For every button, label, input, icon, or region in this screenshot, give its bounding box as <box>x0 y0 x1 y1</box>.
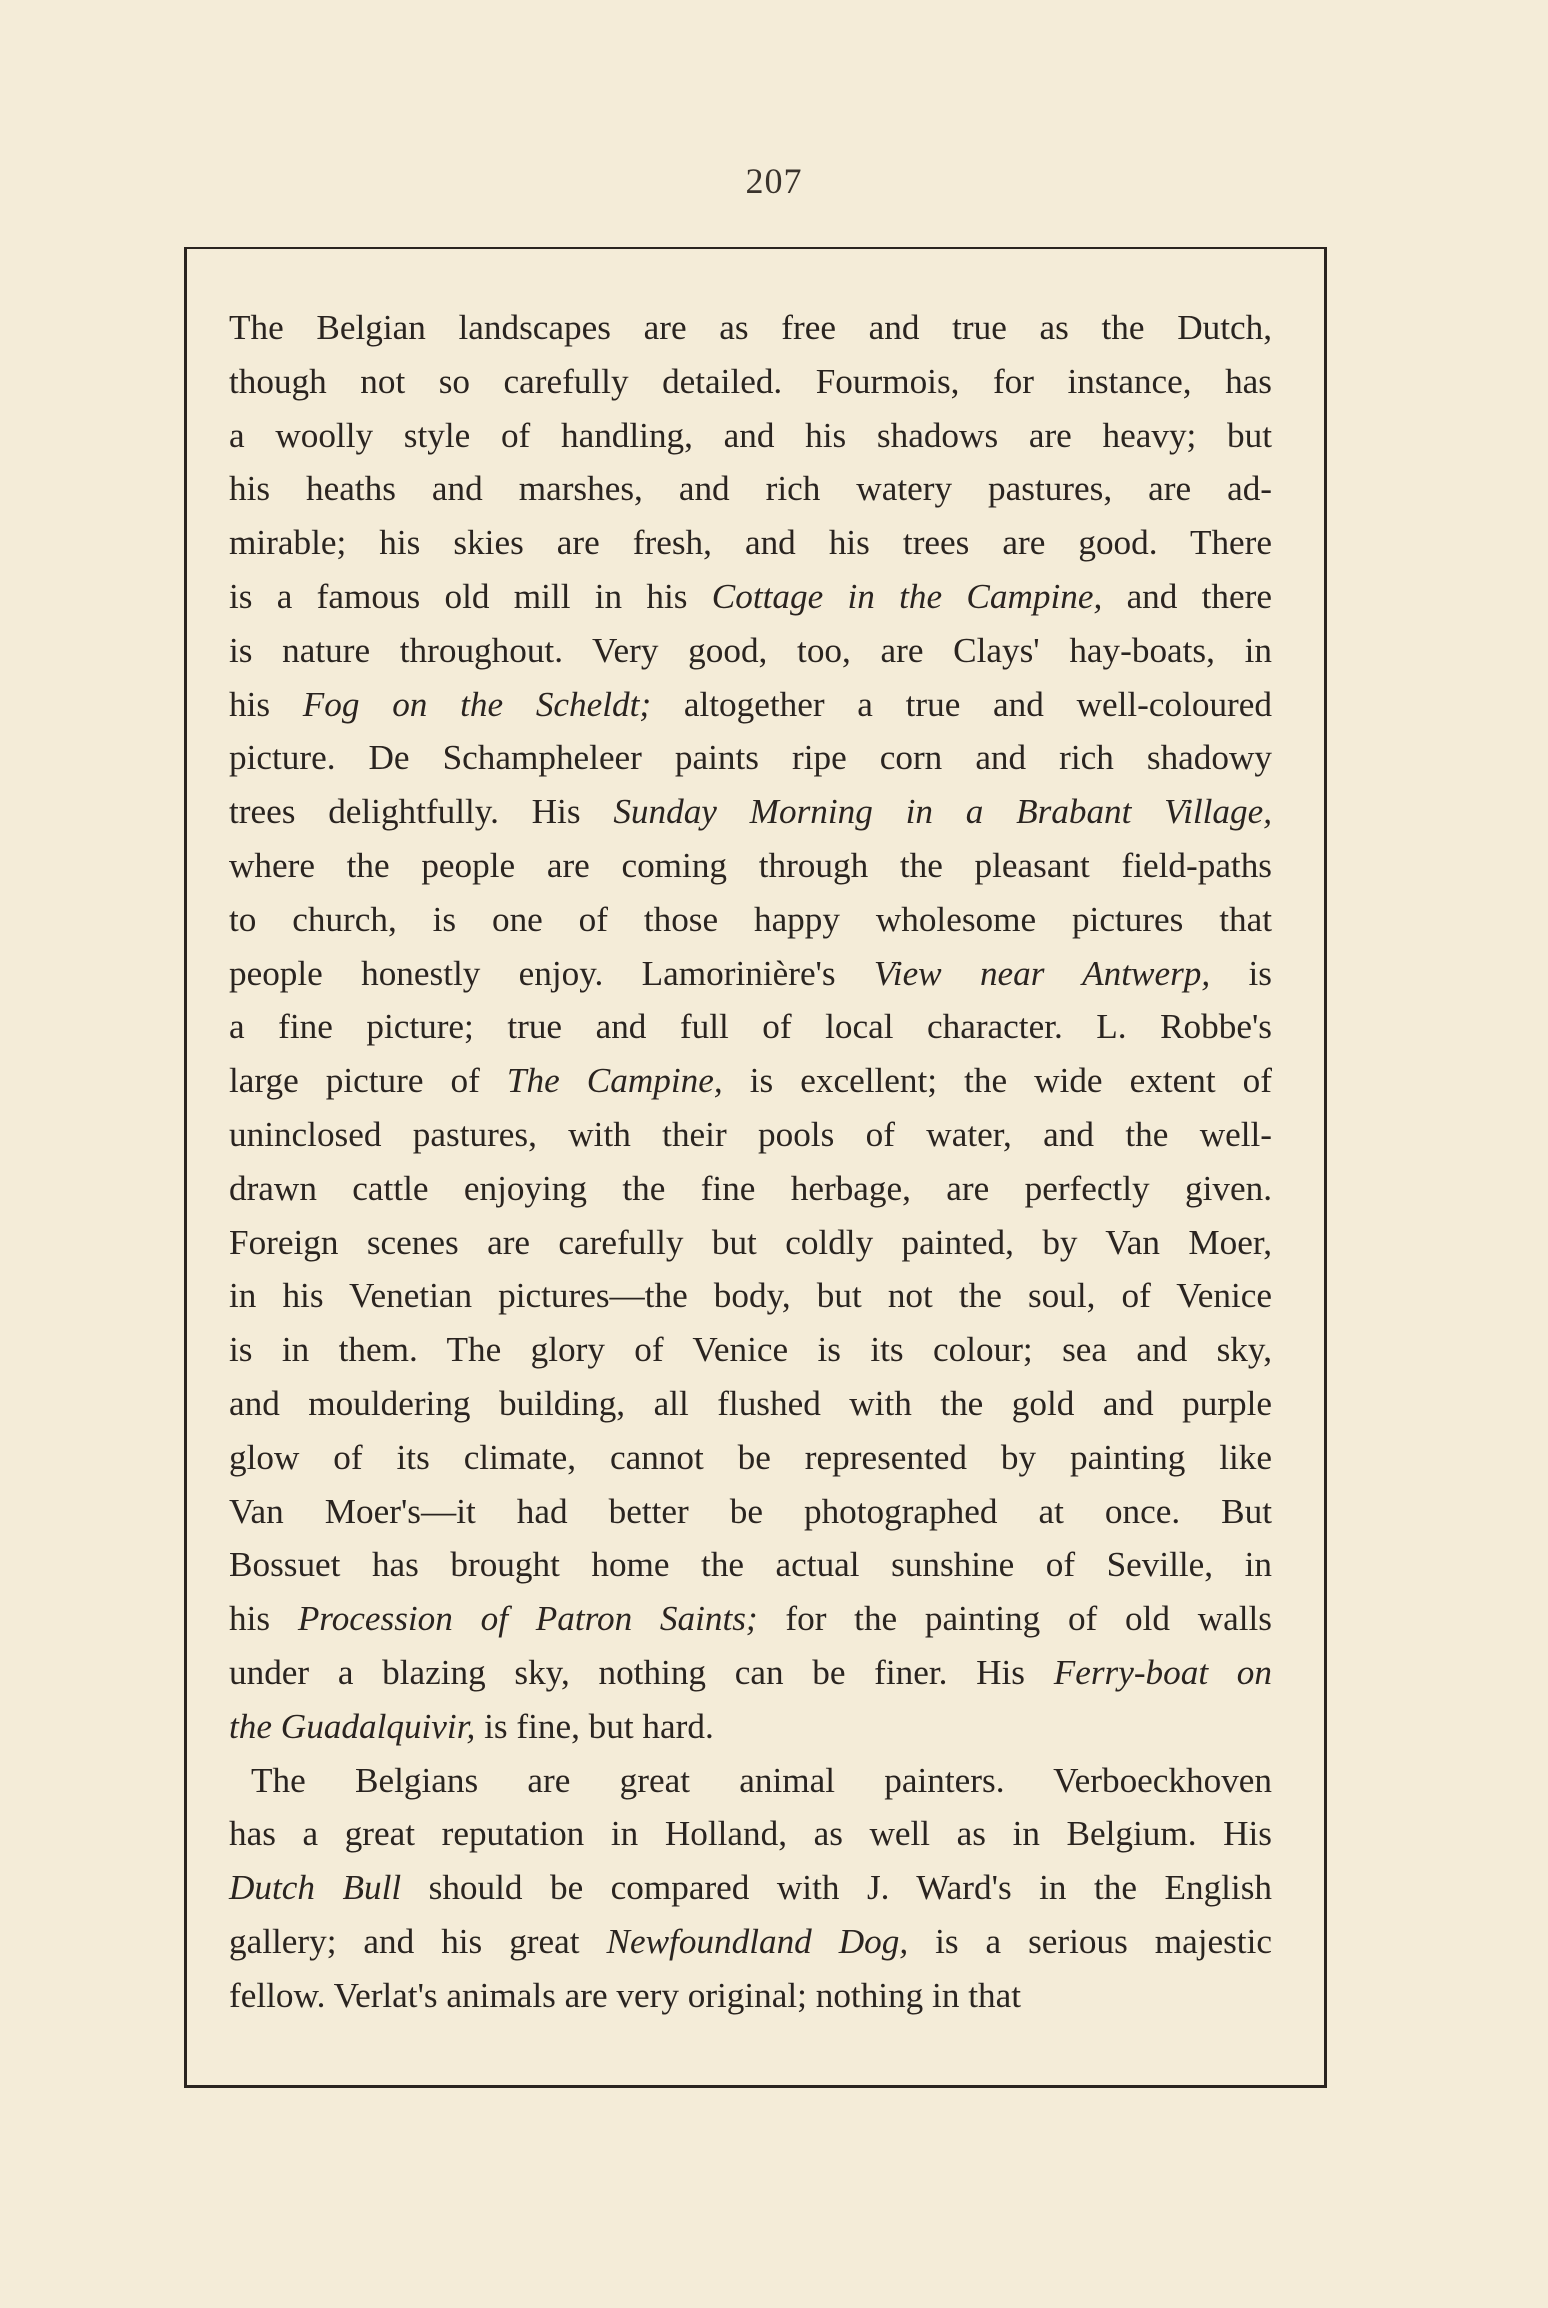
text-line <box>229 624 1272 678</box>
text-segment: glow of its climate, cannot be represented by painting like <box>229 1437 1272 1477</box>
text-line <box>229 893 1272 947</box>
text-line <box>229 1108 1272 1162</box>
text-segment: under a blazing sky, nothing can be finer. His <box>229 1652 1054 1692</box>
text-segment: is a famous old mill in his <box>229 576 712 616</box>
text-line <box>229 1538 1272 1592</box>
text-segment: and there <box>1102 576 1272 616</box>
text-segment: fellow. Verlat's animals are very original; nothing in that <box>229 1975 1021 2015</box>
text-segment: Bossuet has brought home the actual sunshine of Seville, in <box>229 1545 1272 1585</box>
text-segment: mirable; his skies are fresh, and his trees are good. There <box>229 523 1272 563</box>
text-segment: is <box>1210 953 1272 993</box>
italic-title: Procession of Patron Saints; <box>297 1599 758 1639</box>
text-segment: Van Moer's—it had better be photographed at once. But <box>229 1491 1272 1531</box>
text-segment: is nature throughout. Very good, too, are Clays' hay-boats, in <box>229 630 1272 670</box>
text-line <box>229 1592 1272 1646</box>
text-segment: drawn cattle enjoying the fine herbage, are perfectly given. <box>229 1168 1272 1208</box>
text-segment: is excellent; the wide extent of <box>722 1061 1272 1101</box>
text-line <box>229 301 1272 355</box>
text-segment: a fine picture; true and full of local character. L. Robbe's <box>229 1007 1272 1047</box>
text-segment: though not so carefully detailed. Fourmois, for instance, has <box>229 361 1272 401</box>
text-segment: The Belgians are great animal painters. Verboeckhoven <box>251 1760 1272 1800</box>
text-line <box>229 947 1272 1001</box>
text-segment: is fine, but hard. <box>475 1706 714 1746</box>
text-segment: is a serious majestic <box>908 1921 1272 1961</box>
text-line <box>229 1054 1272 1108</box>
text-segment: people honestly enjoy. Lamorinière's <box>229 953 874 993</box>
italic-title: Dutch Bull <box>229 1868 402 1908</box>
text-segment: has a great reputation in Holland, as well as in Belgium. His <box>229 1814 1272 1854</box>
italic-title: Fog on the Scheldt; <box>302 684 652 724</box>
text-segment: and mouldering building, all flushed with the gold and purple <box>229 1383 1272 1423</box>
text-segment: altogether a true and well-coloured <box>651 684 1272 724</box>
text-line <box>229 1485 1272 1539</box>
text-line <box>229 785 1272 839</box>
text-line <box>229 1807 1272 1861</box>
text-segment: for the painting of old walls <box>757 1599 1272 1639</box>
text-line <box>229 570 1272 624</box>
text-line <box>229 1969 1272 2023</box>
text-line <box>229 1915 1272 1969</box>
text-segment: should be compared with J. Ward's in the English <box>401 1868 1272 1908</box>
text-line <box>229 462 1272 516</box>
text-segment: The Belgian landscapes are as free and true as the Dutch, <box>229 308 1272 347</box>
text-line <box>229 355 1272 409</box>
text-segment: is in them. The glory of Venice is its colour; sea and sky, <box>229 1330 1272 1370</box>
text-line <box>229 731 1272 785</box>
italic-title: The Campine, <box>506 1061 723 1101</box>
page-number: 207 <box>745 161 803 201</box>
text-segment: uninclosed pastures, with their pools of water, and the well- <box>229 1114 1272 1154</box>
text-line <box>229 1431 1272 1485</box>
text-line <box>229 1754 1272 1808</box>
text-line <box>229 1216 1272 1270</box>
text-segment: large picture of <box>229 1061 507 1101</box>
text-segment: his <box>229 1599 298 1639</box>
text-segment: in his Venetian pictures—the body, but not the soul, of Venice <box>229 1276 1272 1316</box>
text-segment: gallery; and his great <box>229 1921 607 1961</box>
text-line <box>229 1162 1272 1216</box>
text-segment: to church, is one of those happy wholesome pictures that <box>229 899 1272 939</box>
text-line <box>229 1700 1272 1754</box>
text-line <box>229 1377 1272 1431</box>
text-line <box>229 839 1272 893</box>
text-segment: his heaths and marshes, and rich watery pastures, are ad- <box>229 469 1272 509</box>
italic-title: Sunday Morning in a Brabant Village, <box>613 792 1272 832</box>
italic-title: Newfoundland Dog, <box>606 1921 909 1961</box>
italic-title: View near Antwerp, <box>873 953 1211 993</box>
italic-title: Ferry-boat on <box>1053 1652 1272 1692</box>
text-segment: Foreign scenes are carefully but coldly painted, by Van Moer, <box>229 1222 1272 1262</box>
text-segment: a woolly style of handling, and his shadows are heavy; but <box>229 415 1272 455</box>
text-line <box>229 1000 1272 1054</box>
text-line <box>229 516 1272 570</box>
text-line <box>229 678 1272 732</box>
text-line <box>229 1646 1272 1700</box>
text-line <box>229 1323 1272 1377</box>
text-line <box>229 1861 1272 1915</box>
text-segment: picture. De Schampheleer paints ripe corn and rich shadowy <box>229 738 1272 778</box>
italic-title: Cottage in the Campine, <box>711 576 1103 616</box>
text-line <box>229 1269 1272 1323</box>
body-text <box>229 301 1272 2023</box>
text-line <box>229 409 1272 463</box>
text-segment: trees delightfully. His <box>229 792 614 832</box>
italic-title: the Guadalquivir, <box>229 1706 476 1746</box>
text-segment: where the people are coming through the pleasant field-paths <box>229 845 1272 885</box>
text-segment: his <box>229 684 303 724</box>
